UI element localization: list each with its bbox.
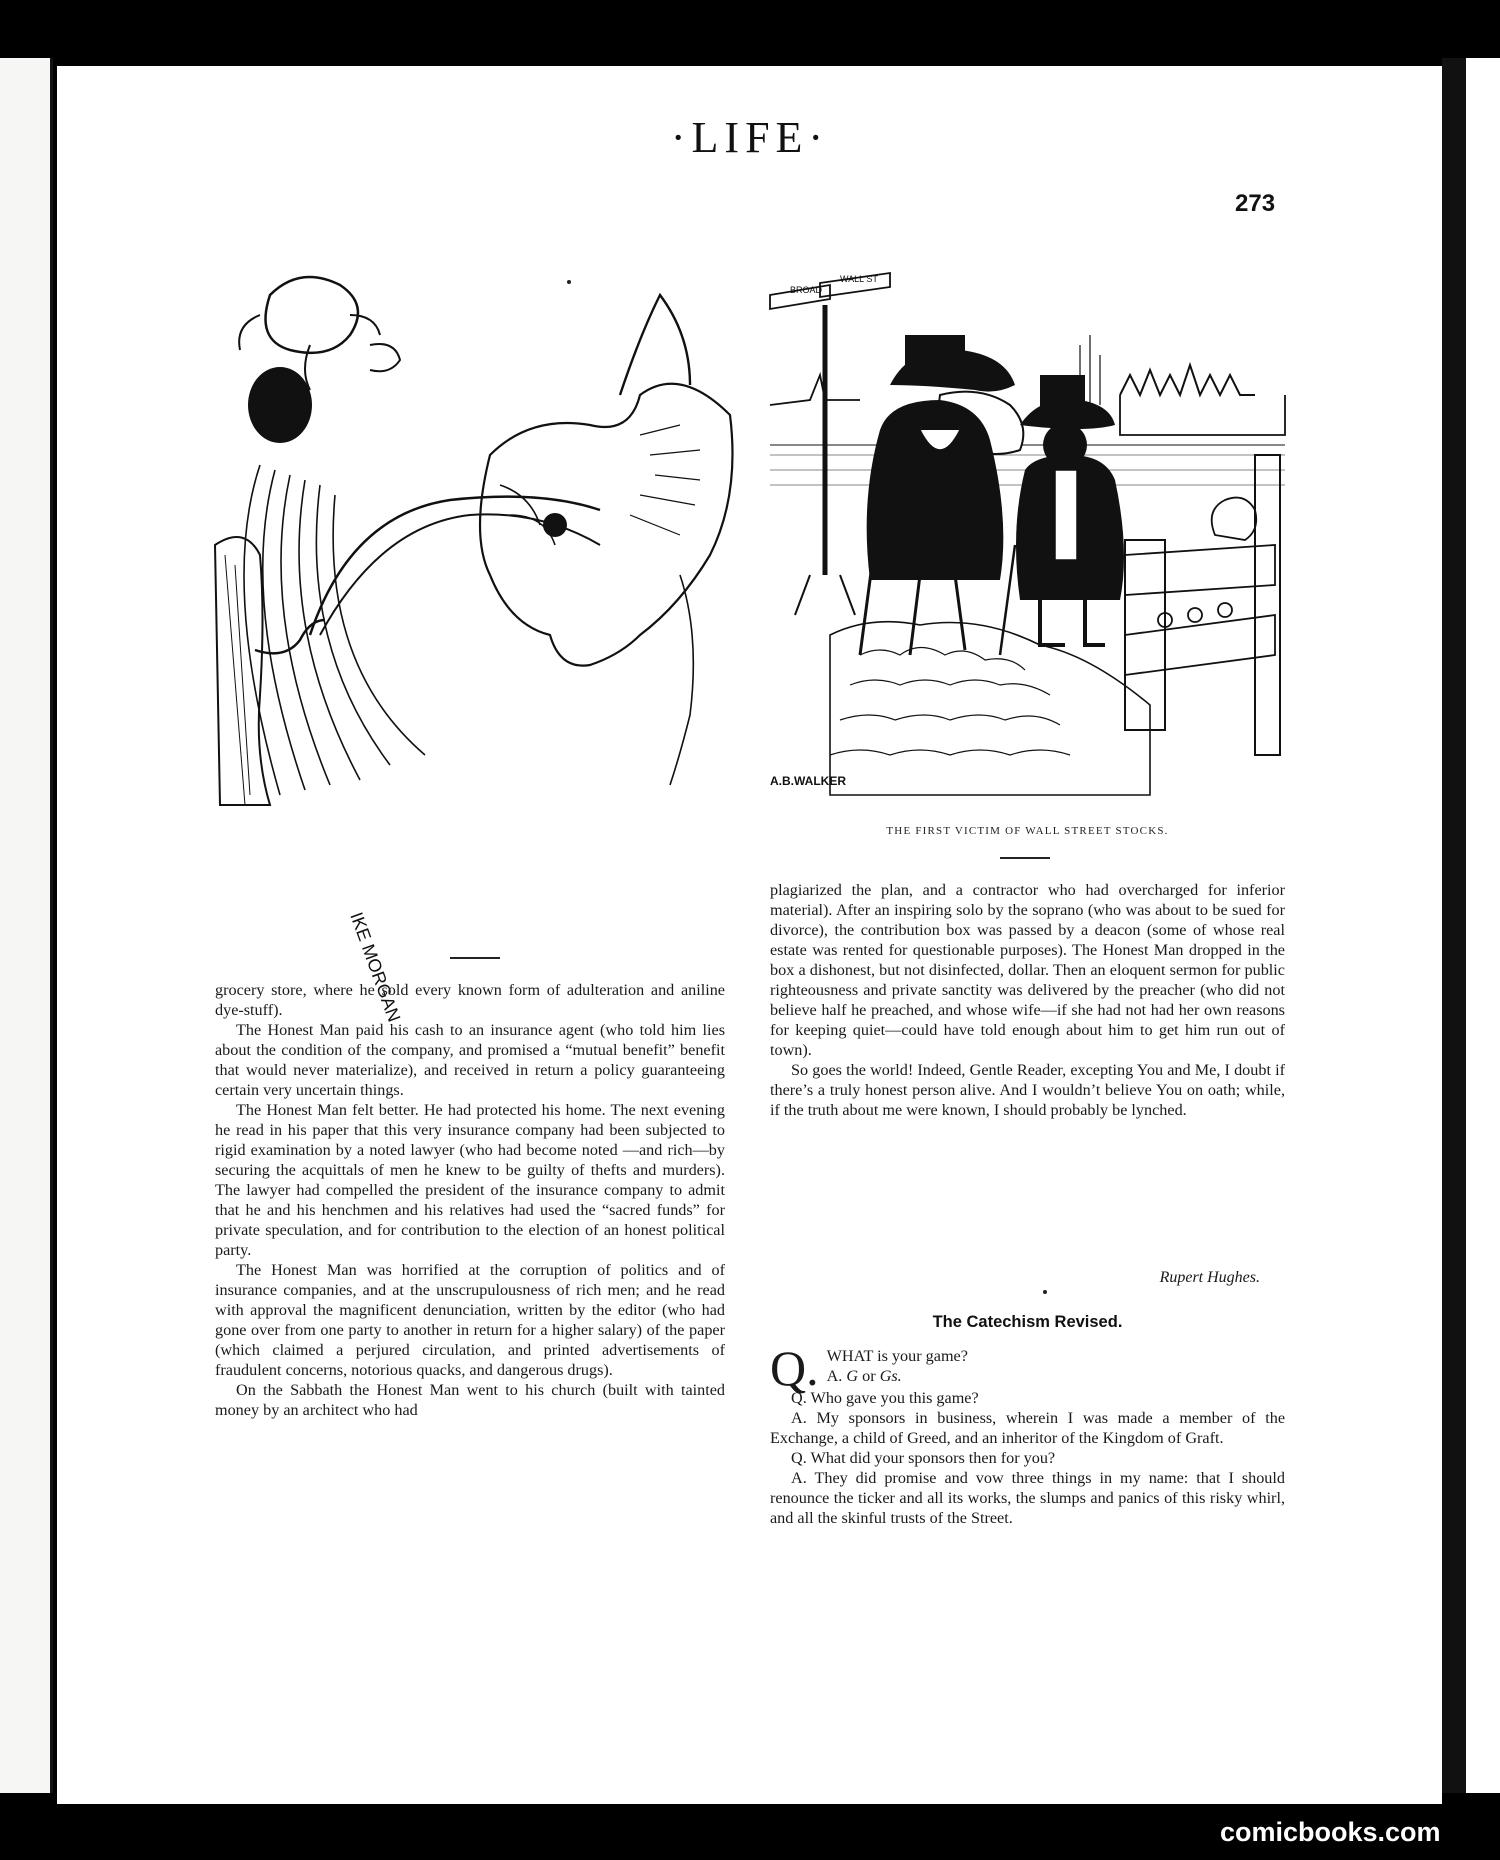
author-signature: Rupert Hughes. <box>1159 1269 1260 1286</box>
catechism-answer: A. G or Gs. <box>826 1367 902 1385</box>
sign-broad: BROAD <box>790 285 823 295</box>
catechism-line: Q. What did your sponsors then for you? <box>791 1449 1056 1467</box>
adjacent-page-edge-right <box>1466 58 1500 1793</box>
divider <box>1000 857 1050 859</box>
section-title: The Catechism Revised. <box>932 1313 1123 1331</box>
masthead: ·LIFE· <box>670 113 830 162</box>
scan-border <box>1442 58 1466 1793</box>
article-column-left <box>215 980 725 1420</box>
catechism-text <box>770 1340 1285 1528</box>
ink-dot <box>1043 1290 1047 1294</box>
illustration-right <box>770 255 1285 795</box>
artist-signature-left: IKE MORGAN <box>346 909 405 1025</box>
catechism-line: A. My sponsors in business, wherein I was made a member of the Exchange, a child of Greed, and an inheritor of the Kingdom of Graft. <box>770 1409 1285 1447</box>
paragraph: grocery store, where he sold every known form of adulteration and aniline dye-stuff). <box>215 981 725 1019</box>
catechism-line: WHAT is your game? <box>826 1347 968 1365</box>
paragraph: plagiarized the plan, and a contractor who had overcharged for inferior material). After an inspiring solo by the soprano (who was about to be sued for divorce), the contribution box was passed by a deacon (some of whose real estate was rented for questionable purposes). The Honest Man dropped in the box a dishonest, but not disinfected, dollar. Then an eloquent sermon for public righteousness and private sanctity was delivered by the preacher (who did not believe half he preached, and whose wife—if she had not had her own reasons for keeping quiet—could have told enough about him to get him run out of town). <box>770 881 1285 1059</box>
ink-dot <box>567 280 571 284</box>
catechism-line: Q. Who gave you this game? <box>791 1389 979 1407</box>
divider <box>450 957 500 959</box>
paragraph: On the Sabbath the Honest Man went to his church (built with tainted money by an architect who had <box>215 1381 725 1419</box>
catechism-line: A. They did promise and vow three things in my name: that I should renounce the ticker and all its works, the slumps and panics of this risky whirl, and all the skinful trusts of the Street. <box>770 1469 1285 1527</box>
article-column-right <box>770 880 1285 1120</box>
watermark: comicbooks.com <box>1220 1817 1441 1847</box>
illustration-caption: THE FIRST VICTIM OF WALL STREET STOCKS. <box>886 825 1169 837</box>
artist-signature-right: A.B.WALKER <box>770 774 846 788</box>
paragraph: The Honest Man felt better. He had protected his home. The next evening he read in his paper that this very insurance company had been subjected to rigid examination by a noted lawyer (who had become noted —and rich—by securing the acquittals of men he knew to be guilty of thefts and murders). The lawyer had compelled the president of the insurance company to admit that he and his henchmen and his relatives had used the “sacred funds” for private speculation, and for contribution to the election of an honest political party. <box>215 1101 725 1259</box>
drop-cap: Q. <box>770 1340 819 1396</box>
paragraph: The Honest Man was horrified at the corruption of politics and of insurance companies, and at the unscrupulousness of rich men; and he read with approval the magnificent denunciation, written by the editor (who had gone over from one party to another in return for a higher salary) of the paper (which claimed a perjured circulation, and printed advertisements of fraudulent concerns, notorious quacks, and dangerous drugs). <box>215 1261 725 1379</box>
paragraph: The Honest Man paid his cash to an insurance agent (who told him lies about the condition of the company, and promised a “mutual benefit” benefit that would never materialize), and received in return a policy guaranteeing certain very uncertain things. <box>215 1021 725 1099</box>
paragraph: So goes the world! Indeed, Gentle Reader, excepting You and Me, I doubt if there’s a truly honest person alive. And I wouldn’t believe You on oath; while, if the truth about me were known, I should probably be lynched. <box>770 1061 1285 1119</box>
page-number: 273 <box>1235 190 1276 217</box>
adjacent-page-edge <box>0 58 53 1793</box>
sign-wall-st: WALL ST <box>840 274 878 284</box>
